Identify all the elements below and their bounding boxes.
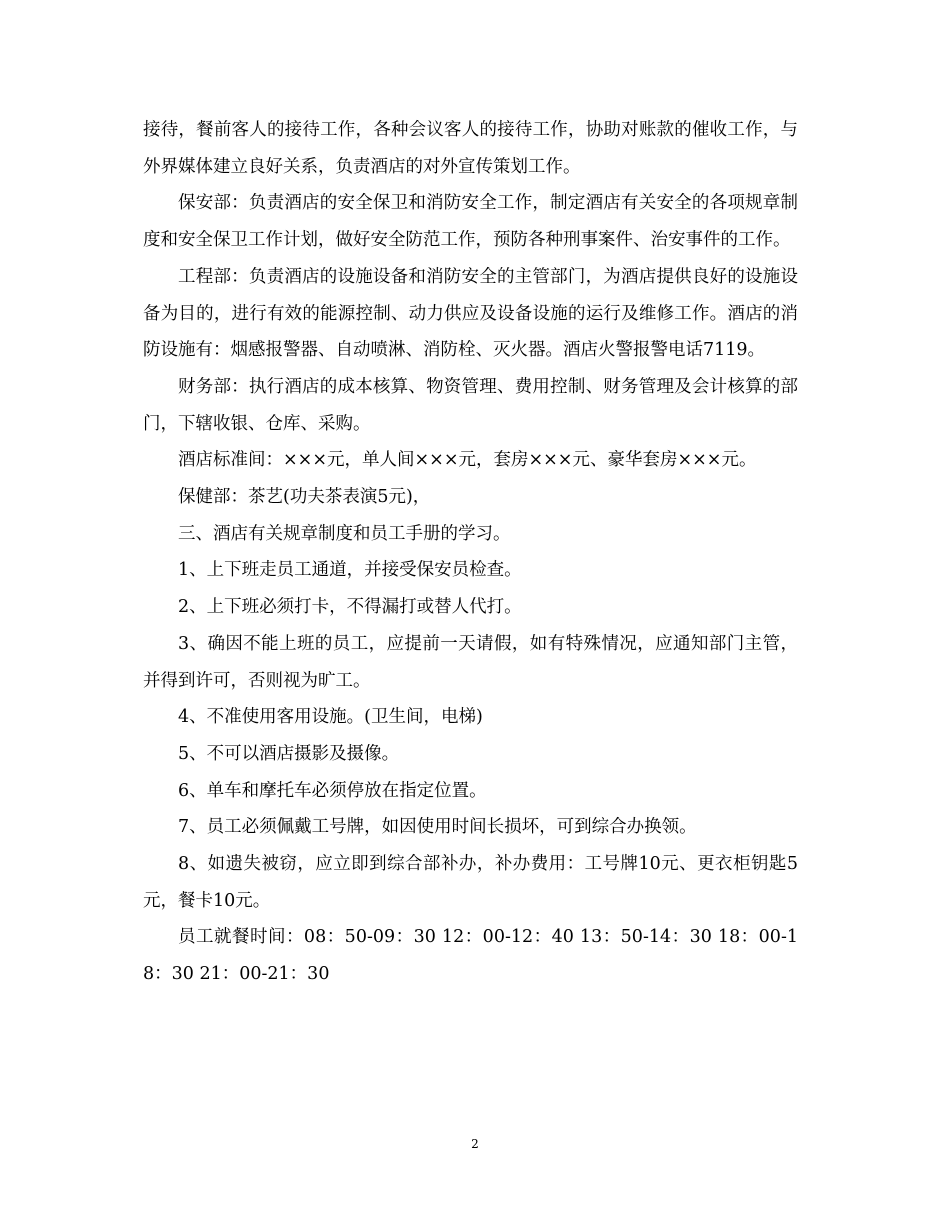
paragraph-reception-continued: 接待，餐前客人的接待工作，各种会议客人的接待工作，协助对账款的催收工作，与外界媒体建立良好关系，负责酒店的对外宣传策划工作。 <box>143 120 798 177</box>
paragraph-health-department: 保健部：茶艺(功夫茶表演5元)， <box>178 487 431 508</box>
paragraph-engineering-department: 工程部：负责酒店的设施设备和消防安全的主管部门，为酒店提供良好的设施设备为目的，进行有效的能源控制、动力供应及设备设施的运行及维修工作。酒店的消防设施有：烟感报警器、自动喷淋、消防栓、灭火器。酒店火警报警电话7119。 <box>143 266 798 361</box>
rule-item-5: 5、不可以酒店摄影及摄像。 <box>178 743 400 764</box>
section-heading-rules: 三、酒店有关规章制度和员工手册的学习。 <box>178 523 511 544</box>
page-number: 2 <box>471 1137 479 1151</box>
paragraph-meal-times: 员工就餐时间：08：50-09：30 12：00-12：40 13：50-14：30 18：00-18：30 21：00-21：30 <box>143 927 798 985</box>
rule-item-1: 1、上下班走员工通道，并接受保安员检查。 <box>178 560 522 581</box>
rule-item-4: 4、不准使用客用设施。(卫生间，电梯) <box>178 707 483 728</box>
rule-item-7: 7、员工必须佩戴工号牌，如因使用时间长损坏，可到综合办换领。 <box>178 817 697 838</box>
paragraph-security-department: 保安部：负责酒店的安全保卫和消防安全工作，制定酒店有关安全的各项规章制度和安全保卫工作计划，做好安全防范工作，预防各种刑事案件、治安事件的工作。 <box>143 193 798 251</box>
rule-item-3: 3、确因不能上班的员工，应提前一天请假，如有特殊情况，应通知部门主管，并得到许可，否则视为旷工。 <box>143 633 798 691</box>
paragraph-room-rates: 酒店标准间：×××元，单人间×××元，套房×××元、豪华套房×××元。 <box>178 450 757 471</box>
rule-item-2: 2、上下班必须打卡，不得漏打或替人代打。 <box>178 597 522 618</box>
paragraph-finance-department: 财务部：执行酒店的成本核算、物资管理、费用控制、财务管理及会计核算的部门，下辖收银、仓库、采购。 <box>143 376 798 434</box>
rule-item-6: 6、单车和摩托车必须停放在指定位置。 <box>178 780 487 801</box>
body-text <box>143 112 798 993</box>
rule-item-8: 8、如遗失被窃，应立即到综合部补办，补办费用：工号牌10元、更衣柜钥匙5元，餐卡10元。 <box>143 854 798 911</box>
